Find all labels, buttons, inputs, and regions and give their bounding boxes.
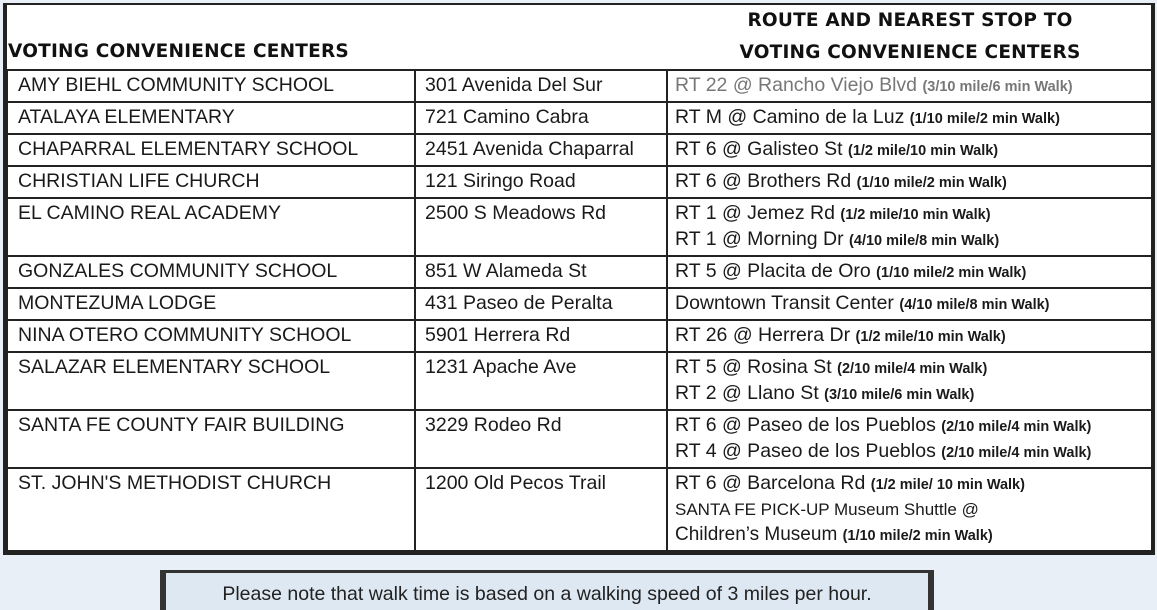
route-stop-text: Downtown Transit Center — [675, 292, 900, 314]
route-stop-text: RT 1 @ Jemez Rd — [675, 202, 841, 224]
route-stop-cell — [667, 468, 1153, 551]
center-name-cell: MONTEZUMA LODGE — [7, 288, 415, 320]
address-cell: 721 Camino Cabra — [415, 102, 667, 134]
table-body — [7, 70, 1153, 551]
center-name-cell: SALAZAR ELEMENTARY SCHOOL — [7, 352, 415, 410]
walk-distance-text: (1/2 mile/10 min Walk) — [847, 143, 999, 159]
table-row — [7, 352, 1153, 410]
route-stop-text: SANTA FE PICK-UP Museum Shuttle @ — [675, 500, 979, 519]
address-cell: 2500 S Meadows Rd — [415, 198, 667, 256]
center-name-cell: CHRISTIAN LIFE CHURCH — [7, 166, 415, 198]
table-row — [7, 288, 1153, 320]
table-row — [7, 256, 1153, 288]
address-cell: 2451 Avenida Chaparral — [415, 134, 667, 166]
table-row — [7, 134, 1153, 166]
address-cell: 5901 Herrera Rd — [415, 320, 667, 352]
walk-distance-text: (1/2 mile/10 min Walk) — [840, 207, 991, 223]
table-row — [7, 468, 1153, 551]
address-cell: 1200 Old Pecos Trail — [415, 468, 667, 551]
center-name-cell: EL CAMINO REAL ACADEMY — [7, 198, 415, 256]
walk-distance-text: (2/10 mile/4 min Walk) — [941, 419, 1092, 435]
route-line — [675, 471, 1152, 497]
voting-centers-table — [6, 69, 1154, 552]
address-cell: 301 Avenida Del Sur — [415, 70, 667, 102]
table-row — [7, 70, 1153, 102]
route-stop-text: RT 4 @ Paseo de los Pueblos — [675, 440, 942, 462]
center-name-cell: GONZALES COMMUNITY SCHOOL — [7, 256, 415, 288]
route-stop-text: RT 5 @ Rosina St — [675, 356, 838, 378]
route-stop-cell — [667, 288, 1153, 320]
route-line — [675, 137, 1152, 163]
table-row — [7, 102, 1153, 134]
route-line — [675, 323, 1152, 349]
route-line — [675, 227, 1152, 253]
route-stop-text: RT 5 @ Placita de Oro — [675, 260, 877, 282]
table-row — [7, 166, 1153, 198]
route-stop-text: RT 1 @ Morning Dr — [675, 228, 850, 250]
route-line — [675, 439, 1152, 465]
center-name-cell: CHAPARRAL ELEMENTARY SCHOOL — [7, 134, 415, 166]
route-stop-text: RT M @ Camino de la Luz — [675, 106, 910, 128]
route-line — [675, 105, 1152, 131]
address-cell: 431 Paseo de Peralta — [415, 288, 667, 320]
route-column-header-line2: VOTING CONVENIENCE CENTERS — [739, 42, 1081, 63]
center-name-cell: ST. JOHN'S METHODIST CHURCH — [7, 468, 415, 551]
walk-distance-text: (4/10 mile/8 min Walk) — [899, 297, 1050, 313]
address-cell: 851 W Alameda St — [415, 256, 667, 288]
route-stop-text: RT 6 @ Galisteo St — [675, 138, 848, 160]
address-cell: 121 Siringo Road — [415, 166, 667, 198]
center-name-cell: ATALAYA ELEMENTARY — [7, 102, 415, 134]
centers-column-header: VOTING CONVENIENCE CENTERS — [8, 41, 349, 62]
route-stop-cell — [667, 410, 1153, 468]
route-stop-text: Children’s Museum — [675, 524, 843, 545]
walk-distance-text: (1/10 mile/2 min Walk) — [842, 528, 993, 544]
route-stop-cell — [667, 352, 1153, 410]
center-name-cell: NINA OTERO COMMUNITY SCHOOL — [7, 320, 415, 352]
route-line — [675, 201, 1152, 227]
center-name-cell: SANTA FE COUNTY FAIR BUILDING — [7, 410, 415, 468]
walk-distance-text: (1/2 mile/ 10 min Walk) — [870, 477, 1025, 493]
route-line — [675, 355, 1152, 381]
route-line — [675, 522, 1152, 548]
walk-speed-note: Please note that walk time is based on a walking speed of 3 miles per hour. — [160, 570, 934, 610]
route-stop-cell — [667, 320, 1153, 352]
walk-distance-text: (2/10 mile/4 min Walk) — [941, 445, 1092, 461]
route-column-header-line1: ROUTE AND NEAREST STOP TO — [747, 10, 1073, 31]
route-line — [675, 259, 1152, 285]
route-line — [675, 169, 1152, 195]
walk-distance-text: (1/10 mile/2 min Walk) — [856, 175, 1007, 191]
walk-distance-text: (4/10 mile/8 min Walk) — [849, 233, 1000, 249]
route-stop-text: RT 2 @ Llano St — [675, 382, 825, 404]
walk-distance-text: (1/10 mile/2 min Walk) — [909, 111, 1060, 127]
route-stop-cell — [667, 134, 1153, 166]
route-stop-cell — [667, 70, 1153, 102]
route-stop-cell — [667, 256, 1153, 288]
schedule-sheet — [3, 3, 1155, 555]
route-stop-text: RT 6 @ Barcelona Rd — [675, 472, 871, 494]
table-row — [7, 320, 1153, 352]
route-stop-text: RT 6 @ Brothers Rd — [675, 170, 857, 192]
route-line — [675, 73, 1152, 99]
walk-distance-text: (1/10 mile/2 min Walk) — [876, 265, 1027, 281]
route-line — [675, 413, 1152, 439]
address-cell: 1231 Apache Ave — [415, 352, 667, 410]
route-stop-text: RT 22 @ Rancho Viejo Blvd — [675, 74, 923, 96]
route-line — [675, 497, 1152, 522]
table-row — [7, 410, 1153, 468]
center-name-cell: AMY BIEHL COMMUNITY SCHOOL — [7, 70, 415, 102]
walk-distance-text: (3/10 mile/6 min Walk) — [824, 387, 975, 403]
route-line — [675, 381, 1152, 407]
address-cell: 3229 Rodeo Rd — [415, 410, 667, 468]
route-stop-cell — [667, 166, 1153, 198]
walk-distance-text: (2/10 mile/4 min Walk) — [837, 361, 988, 377]
route-stop-cell — [667, 198, 1153, 256]
route-line — [675, 291, 1152, 317]
route-stop-cell — [667, 102, 1153, 134]
walk-distance-text: (3/10 mile/6 min Walk) — [922, 79, 1073, 95]
walk-distance-text: (1/2 mile/10 min Walk) — [855, 329, 1006, 345]
route-stop-text: RT 6 @ Paseo de los Pueblos — [675, 414, 942, 436]
table-row — [7, 198, 1153, 256]
route-stop-text: RT 26 @ Herrera Dr — [675, 324, 856, 346]
